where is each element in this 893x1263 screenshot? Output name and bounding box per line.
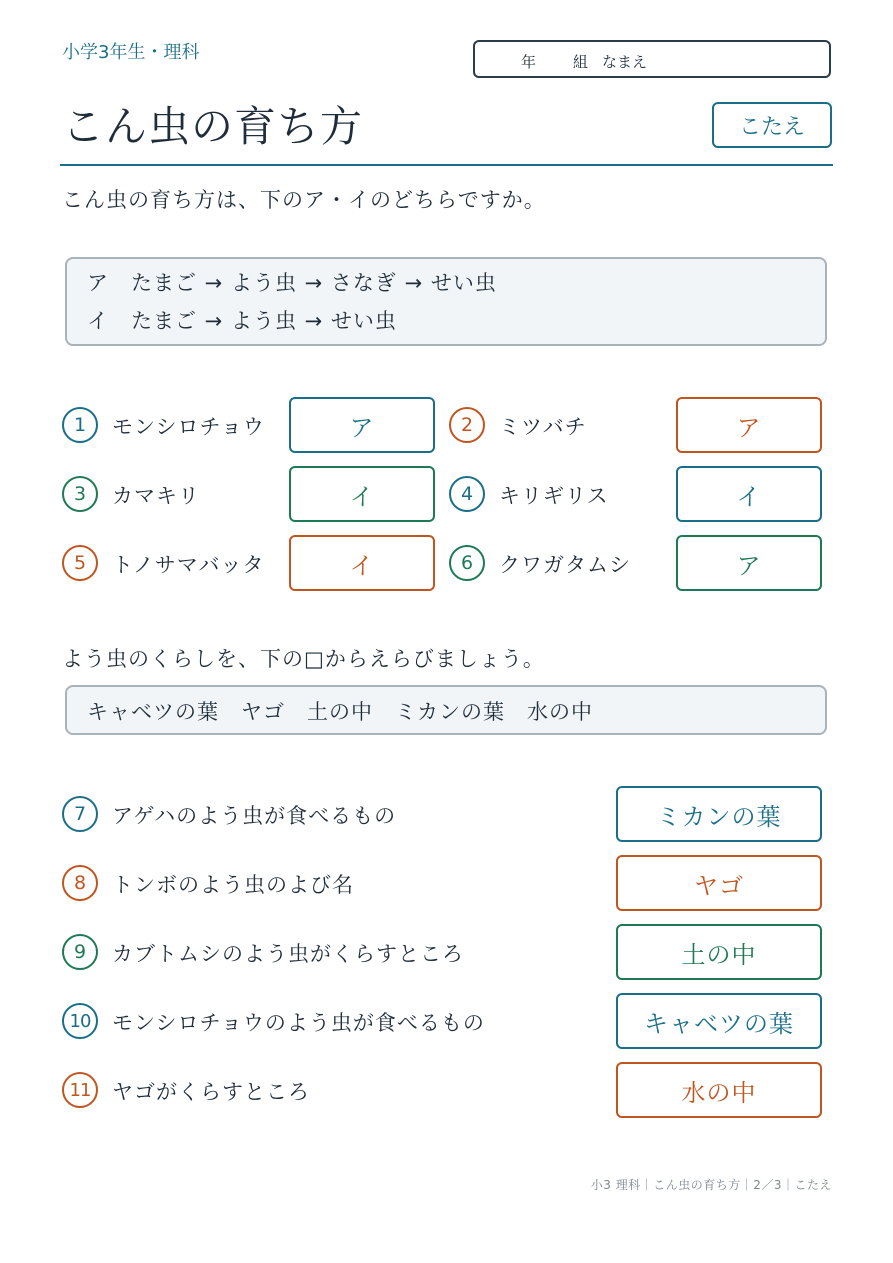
item-label: アゲハのよう虫が食べるもの: [112, 804, 397, 828]
answer-box: イ: [289, 535, 435, 591]
item-number: 1: [62, 407, 98, 443]
item-number: 6: [449, 545, 485, 581]
option-a: ア たまご → よう虫 → さなぎ → せい虫: [87, 271, 497, 295]
answer-box: 土の中: [616, 924, 822, 980]
options-box: [65, 257, 827, 346]
item-number: 2: [449, 407, 485, 443]
answer-box: ミカンの葉: [616, 786, 822, 842]
answer-box: イ: [676, 466, 822, 522]
item-number: 5: [62, 545, 98, 581]
item-label: トンボのよう虫のよび名: [112, 873, 354, 897]
item-number: 4: [449, 476, 485, 512]
question-1: こん虫の育ち方は、下のア・イのどちらですか。: [62, 188, 546, 212]
page-title: こん虫の育ち方: [62, 102, 364, 151]
item-label: モンシロチョウ: [112, 415, 265, 439]
question-2: よう虫のくらしを、下の□からえらびましょう。: [62, 647, 545, 671]
answer-box: イ: [289, 466, 435, 522]
name-box[interactable]: [473, 40, 831, 78]
title-divider: [60, 164, 833, 166]
item-label: キリギリス: [499, 484, 609, 508]
item-number: 10: [62, 1003, 98, 1039]
item-label: カマキリ: [112, 484, 200, 508]
item-label: トノサマバッタ: [112, 553, 265, 577]
item-number: 7: [62, 796, 98, 832]
class-label: 組: [573, 53, 589, 71]
choices-box: [65, 685, 827, 735]
answer-box: ア: [289, 397, 435, 453]
item-number: 9: [62, 934, 98, 970]
item-number: 3: [62, 476, 98, 512]
answer-box: ヤゴ: [616, 855, 822, 911]
item-label: モンシロチョウのよう虫が食べるもの: [112, 1011, 485, 1035]
item-label: ヤゴがくらすところ: [112, 1080, 310, 1104]
choices-text: キャベツの葉 ヤゴ 土の中 ミカンの葉 水の中: [87, 700, 593, 724]
item-label: クワガタムシ: [499, 553, 631, 577]
name-label: なまえ: [602, 53, 648, 71]
item-number: 11: [62, 1072, 98, 1108]
answer-badge: こたえ: [712, 102, 832, 148]
grade-subject: 小学3年生・理科: [62, 42, 200, 63]
answer-box: 水の中: [616, 1062, 822, 1118]
page-footer: 小3 理科｜こん虫の育ち方｜2／3｜こたえ: [590, 1178, 832, 1192]
item-number: 8: [62, 865, 98, 901]
item-label: カブトムシのよう虫がくらすところ: [112, 942, 464, 966]
year-label: 年: [521, 53, 537, 71]
answer-box: ア: [676, 397, 822, 453]
option-b: イ たまご → よう虫 → せい虫: [87, 309, 397, 333]
item-label: ミツバチ: [499, 415, 587, 439]
answer-box: キャベツの葉: [616, 993, 822, 1049]
answer-box: ア: [676, 535, 822, 591]
